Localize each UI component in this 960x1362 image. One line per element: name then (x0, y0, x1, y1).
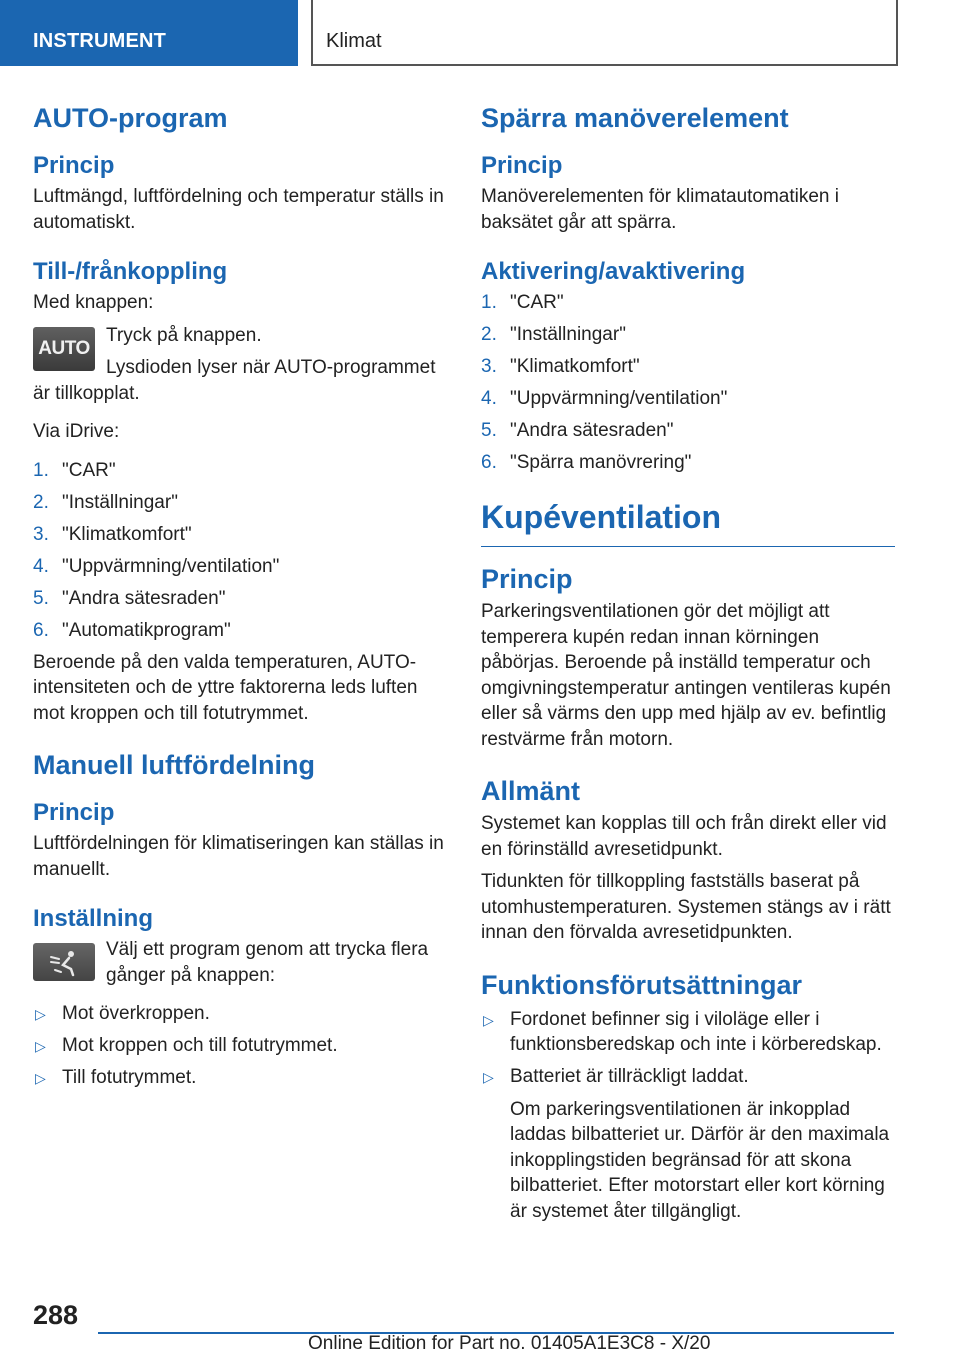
page-number: 288 (33, 1300, 79, 1330)
list-item: 5. "Andra sätesraden" (481, 420, 674, 441)
list-item: 2. "Inställningar" (33, 491, 178, 513)
header-chapter-box (311, 0, 898, 66)
list-item: 1. "CAR" (481, 292, 564, 313)
manual-options-list (33, 1001, 445, 1091)
lock-princip-text: Manöverelementen för klimatautomatiken i baksätet går att spärra. (481, 186, 840, 233)
heading-toggle: Till-/frånkoppling (33, 258, 228, 285)
header-chapter-label: Klimat (326, 30, 382, 52)
list-item: 5. "Andra sätesraden" (33, 587, 226, 609)
heading-requirements: Funktionsförutsättningar (481, 969, 802, 1000)
auto-button-block (33, 323, 445, 414)
heading-princip: Princip (33, 152, 115, 179)
right-column (481, 100, 895, 1231)
heading-general: Allmänt (481, 776, 581, 806)
list-item: 1. "CAR" (33, 459, 116, 481)
list-item: ▷ Till fotutrymmet. (33, 1065, 445, 1091)
list-item: 4. "Uppvärmning/ventilation" (481, 388, 728, 409)
heading-vent: Kupéventilation (481, 496, 895, 547)
general-text-1: Systemet kan kopplas till och från direkt eller vid en förinställd avresetidpunkt. (481, 813, 887, 860)
header-section-tab (0, 0, 298, 66)
via-idrive-text: Via iDrive: (33, 421, 120, 442)
list-item: ▷ Mot överkroppen. (33, 1001, 445, 1027)
requirements-list (481, 1007, 895, 1225)
list-item: ▷ Batteriet är tillräckligt laddat. Om parkeringsventilationen är inkopplad laddas bilbatteriet ur. Därför är den maximala inkopplingstiden begränsad för att skona bilbatteriet. Efter motorstart eller kort körning är systemet åter tillgängligt. (481, 1064, 895, 1224)
auto-after-text: Beroende på den valda temperaturen, AUTO-intensiteten och de yttre faktorerna leds luften mot kroppen och till fotutrymmet. (33, 651, 418, 724)
heading-princip: Princip (33, 799, 115, 826)
list-item: 3. "Klimatkomfort" (33, 523, 192, 545)
triangle-bullet-icon: ▷ (35, 1070, 46, 1086)
heading-auto-program: AUTO-program (33, 103, 228, 133)
triangle-bullet-icon: ▷ (35, 1006, 46, 1022)
led-text: Lysdioden lyser när AUTO-programmet är tillkopplat. (33, 357, 436, 404)
heading-princip: Princip (481, 152, 563, 179)
vent-princip-text: Parkeringsventilationen gör det möjligt att temperera kupén redan innan körningen påbörjas. Beroende på inställd temperatur och omgivningstemperatur antingen ventileras kupén eller så värms den upp med hjälp av ev. befintlig restvärme från motorn. (481, 601, 891, 750)
heading-activation: Aktivering/avaktivering (481, 258, 746, 285)
heading-princip: Princip (481, 564, 573, 594)
header-section-label: INSTRUMENT (33, 30, 167, 52)
setting-text: Välj ett program genom att trycka flera gånger på knappen: (106, 939, 429, 986)
list-item: ▷ Fordonet befinner sig i viloläge eller i funktionsberedskap och inte i körberedskap. (483, 1008, 882, 1055)
heading-setting: Inställning (33, 905, 153, 932)
battery-note: Om parkeringsventilationen är inkopplad laddas bilbatteriet ur. Därför är den maximala inkopplingstiden begränsad för att skona bilbatteriet. Efter motorstart eller kort körning är systemet åter tillgängligt. (510, 1098, 890, 1222)
general-text-2: Tidunkten för tillkoppling fastställs baserat på utomhustemperaturen. Systemen stängs av i rätt innan den förvalda avresetidpunkten. (481, 871, 891, 943)
air-button-block (33, 937, 445, 995)
manual-princip-text: Luftfördelningen för klimatiseringen kan ställas in manuellt. (33, 833, 444, 880)
left-column (33, 100, 445, 1097)
med-knappen-text: Med knappen: (33, 292, 154, 313)
heading-manual: Manuell luftfördelning (33, 750, 315, 780)
air-distribution-icon (33, 943, 95, 981)
auto-princip-text: Luftmängd, luftfördelning och temperatur ställs in automatiskt. (33, 186, 444, 233)
list-item: 2. "Inställningar" (481, 324, 626, 345)
heading-lock: Spärra manöverelement (481, 103, 789, 133)
auto-steps-list (33, 458, 445, 644)
press-text: Tryck på knappen. (106, 324, 262, 346)
triangle-bullet-icon: ▷ (483, 1011, 494, 1028)
triangle-bullet-icon: ▷ (35, 1038, 46, 1054)
list-item: 4. "Uppvärmning/ventilation" (33, 555, 280, 577)
list-item: 6. "Spärra manövrering" (481, 452, 692, 473)
footer-edition: Online Edition for Part no. 01405A1E3C8 - X/20 (308, 1333, 711, 1354)
list-item: ▷ Mot kroppen och till fotutrymmet. (33, 1033, 445, 1059)
triangle-bullet-icon: ▷ (483, 1069, 494, 1085)
list-item: 3. "Klimatkomfort" (481, 356, 640, 377)
list-item: 6. "Automatikprogram" (33, 619, 231, 641)
lock-steps-list (481, 290, 895, 476)
auto-button-icon: AUTO (33, 327, 95, 371)
